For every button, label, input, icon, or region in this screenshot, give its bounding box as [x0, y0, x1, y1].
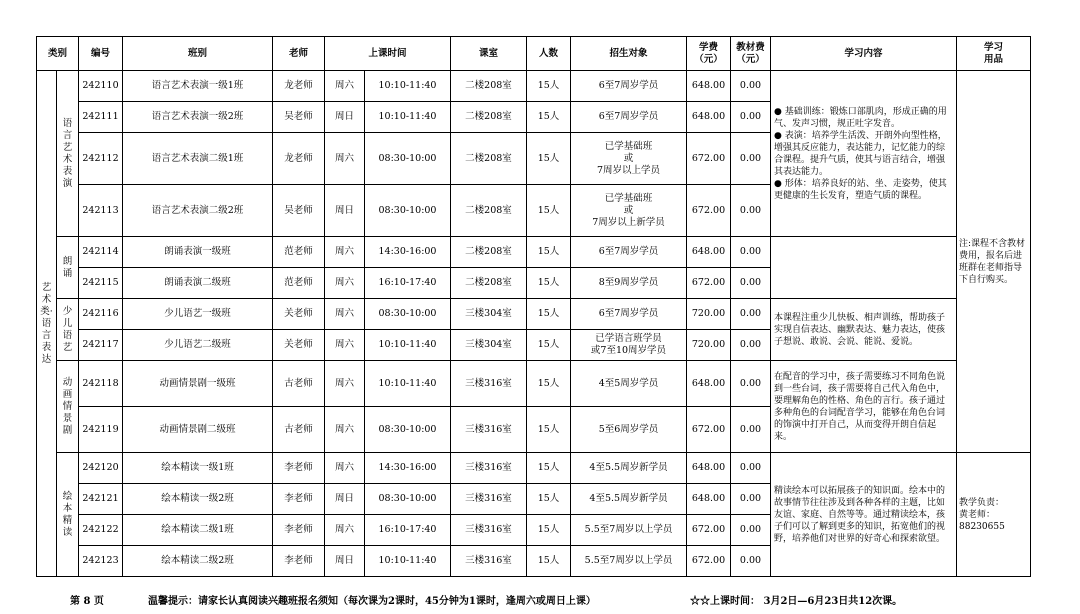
tuition-fee: 672.00	[687, 515, 731, 546]
target-students: 6至7周岁学员	[571, 299, 687, 330]
material-fee: 0.00	[731, 268, 771, 299]
table-row	[37, 237, 1031, 268]
classroom: 三楼316室	[451, 484, 527, 515]
material-fee: 0.00	[731, 330, 771, 361]
class-time: 08:30-10:00	[365, 484, 451, 515]
student-count: 15人	[527, 484, 571, 515]
class-time: 16:10-17:40	[365, 268, 451, 299]
class-time: 14:30-16:00	[365, 237, 451, 268]
teacher: 古老师	[273, 361, 325, 407]
class-time: 10:10-11:40	[365, 330, 451, 361]
student-count: 15人	[527, 546, 571, 577]
learning-content: 本课程注重少儿快板、相声训练，帮助孩子实现自信表达、幽默表达、魅力表达，使孩子想说、敢说、会说、能说、爱说。	[771, 299, 957, 361]
class-name: 语言艺术表演二级1班	[123, 133, 273, 185]
target-students: 5.5至7周岁以上学员	[571, 546, 687, 577]
header-category: 类别	[37, 37, 79, 71]
table-row	[37, 361, 1031, 407]
classroom: 三楼304室	[451, 299, 527, 330]
classroom: 二楼208室	[451, 268, 527, 299]
schedule-table	[36, 36, 1031, 577]
target-students: 已学基础班 或 7周岁以上新学员	[571, 185, 687, 237]
classroom: 三楼316室	[451, 361, 527, 407]
teacher: 范老师	[273, 268, 325, 299]
teacher: 吴老师	[273, 102, 325, 133]
class-time: 14:30-16:00	[365, 453, 451, 484]
class-time: 10:10-11:40	[365, 546, 451, 577]
tuition-fee: 672.00	[687, 268, 731, 299]
header-material-fee: 教材费 （元）	[731, 37, 771, 71]
student-count: 15人	[527, 268, 571, 299]
header-class: 班别	[123, 37, 273, 71]
class-time: 08:30-10:00	[365, 133, 451, 185]
tuition-fee: 672.00	[687, 185, 731, 237]
tuition-fee: 648.00	[687, 102, 731, 133]
material-fee: 0.00	[731, 133, 771, 185]
student-count: 15人	[527, 185, 571, 237]
tuition-fee: 672.00	[687, 133, 731, 185]
class-time: 08:30-10:00	[365, 185, 451, 237]
group-name: 语言艺术表演	[57, 71, 79, 237]
classroom: 三楼316室	[451, 546, 527, 577]
class-code: 242112	[79, 133, 123, 185]
teacher: 吴老师	[273, 185, 325, 237]
class-day: 周六	[325, 515, 365, 546]
classroom: 三楼316室	[451, 453, 527, 484]
table-row	[37, 299, 1031, 330]
class-day: 周六	[325, 237, 365, 268]
student-count: 15人	[527, 361, 571, 407]
teacher: 龙老师	[273, 71, 325, 102]
class-code: 242122	[79, 515, 123, 546]
footer-schedule: ☆☆上课时间： 3月2日—6月23日共12次课。	[690, 596, 903, 607]
tuition-fee: 648.00	[687, 453, 731, 484]
classroom: 三楼304室	[451, 330, 527, 361]
learning-content: ● 基础训练：锻炼口部肌肉，形成正确的用气、发声习惯，规正吐字发音。 ● 表演：培养学生活泼、开朗外向型性格，增强其反应能力，表达能力，记忆能力的综合课程。提升气质，使其与语言结合，增强其表达能力。 ● 形体：培养良好的站、坐、走姿势，使其更健康的生长发育，塑造气质的课程。	[771, 71, 957, 237]
header-supplies: 学习 用品	[957, 37, 1031, 71]
learning-content: 在配音的学习中，孩子需要练习不同角色说到一些台词，孩子需要将自己代入角色中，要理解角色的性格、角色的言行。孩子通过多种角色的台词配音学习，能够在角色台词的饰演中打开自己，从而变得开朗自信起来。	[771, 361, 957, 453]
class-day: 周日	[325, 185, 365, 237]
classroom: 三楼316室	[451, 407, 527, 453]
target-students: 5至6周岁学员	[571, 407, 687, 453]
student-count: 15人	[527, 237, 571, 268]
teacher: 李老师	[273, 546, 325, 577]
class-time: 10:10-11:40	[365, 102, 451, 133]
header-time: 上课时间	[325, 37, 451, 71]
class-name: 朗诵表演一级班	[123, 237, 273, 268]
student-count: 15人	[527, 330, 571, 361]
header-fee: 学费 （元）	[687, 37, 731, 71]
class-name: 少儿语艺二级班	[123, 330, 273, 361]
tuition-fee: 672.00	[687, 546, 731, 577]
material-fee: 0.00	[731, 71, 771, 102]
student-count: 15人	[527, 407, 571, 453]
group-name: 绘本精读	[57, 453, 79, 577]
classroom: 二楼208室	[451, 133, 527, 185]
target-students: 已学语言班学员 或7至10周岁学员	[571, 330, 687, 361]
header-content: 学习内容	[771, 37, 957, 71]
material-fee: 0.00	[731, 237, 771, 268]
class-code: 242120	[79, 453, 123, 484]
class-day: 周六	[325, 268, 365, 299]
class-time: 10:10-11:40	[365, 361, 451, 407]
tuition-fee: 672.00	[687, 407, 731, 453]
teacher: 关老师	[273, 330, 325, 361]
class-time: 08:30-10:00	[365, 299, 451, 330]
class-name: 少儿语艺一级班	[123, 299, 273, 330]
class-code: 242118	[79, 361, 123, 407]
class-name: 绘本精读二级2班	[123, 546, 273, 577]
classroom: 二楼208室	[451, 71, 527, 102]
class-day: 周六	[325, 71, 365, 102]
teacher: 范老师	[273, 237, 325, 268]
class-name: 朗诵表演二级班	[123, 268, 273, 299]
footer-notice: 温馨提示：请家长认真阅读兴趣班报名须知（每次课为2课时，45分钟为1课时，逢周六或周日上课）	[148, 596, 596, 607]
student-count: 15人	[527, 71, 571, 102]
teacher: 龙老师	[273, 133, 325, 185]
group-name: 动画情景剧	[57, 361, 79, 453]
class-name: 动画情景剧二级班	[123, 407, 273, 453]
teacher: 关老师	[273, 299, 325, 330]
class-name: 绘本精读一级1班	[123, 453, 273, 484]
teacher: 古老师	[273, 407, 325, 453]
class-name: 语言艺术表演一级2班	[123, 102, 273, 133]
classroom: 二楼208室	[451, 102, 527, 133]
tuition-fee: 648.00	[687, 484, 731, 515]
tuition-fee: 648.00	[687, 237, 731, 268]
teacher: 李老师	[273, 515, 325, 546]
class-code: 242121	[79, 484, 123, 515]
tuition-fee: 720.00	[687, 299, 731, 330]
class-time: 10:10-11:40	[365, 71, 451, 102]
class-code: 242114	[79, 237, 123, 268]
target-students: 6至7周岁学员	[571, 102, 687, 133]
target-students: 4至5.5周岁新学员	[571, 484, 687, 515]
group-name: 少儿语艺	[57, 299, 79, 361]
material-fee: 0.00	[731, 453, 771, 484]
class-name: 语言艺术表演二级2班	[123, 185, 273, 237]
material-fee: 0.00	[731, 484, 771, 515]
header-count: 人数	[527, 37, 571, 71]
header-teacher: 老师	[273, 37, 325, 71]
student-count: 15人	[527, 299, 571, 330]
class-day: 周日	[325, 546, 365, 577]
class-name: 语言艺术表演一级1班	[123, 71, 273, 102]
header-code: 编号	[79, 37, 123, 71]
material-fee: 0.00	[731, 546, 771, 577]
class-time: 08:30-10:00	[365, 407, 451, 453]
material-fee: 0.00	[731, 407, 771, 453]
learning-content	[771, 237, 957, 299]
material-fee: 0.00	[731, 102, 771, 133]
classroom: 三楼316室	[451, 515, 527, 546]
class-code: 242113	[79, 185, 123, 237]
class-code: 242115	[79, 268, 123, 299]
material-fee: 0.00	[731, 185, 771, 237]
header-target: 招生对象	[571, 37, 687, 71]
main-category: 艺术类·语言表达	[37, 71, 57, 577]
group-name: 朗诵	[57, 237, 79, 299]
target-students: 6至7周岁学员	[571, 237, 687, 268]
material-fee: 0.00	[731, 361, 771, 407]
tuition-fee: 648.00	[687, 71, 731, 102]
class-day: 周六	[325, 133, 365, 185]
table-row	[37, 71, 1031, 102]
class-code: 242116	[79, 299, 123, 330]
class-day: 周六	[325, 361, 365, 407]
class-name: 绘本精读二级1班	[123, 515, 273, 546]
student-count: 15人	[527, 515, 571, 546]
class-day: 周六	[325, 453, 365, 484]
student-count: 15人	[527, 102, 571, 133]
class-code: 242117	[79, 330, 123, 361]
supplies-contact: 教学负责： 黄老师： 88230655	[957, 453, 1031, 577]
target-students: 4至5.5周岁新学员	[571, 453, 687, 484]
class-day: 周六	[325, 407, 365, 453]
classroom: 二楼208室	[451, 237, 527, 268]
tuition-fee: 720.00	[687, 330, 731, 361]
learning-content: 精读绘本可以拓展孩子的知识面。绘本中的故事情节往往涉及到各种各样的主题，比如友谊、家庭、自然等等。通过精读绘本，孩子们可以了解到更多的知识，拓宽他们的视野，培养他们对世界的好奇心和探索欲望。	[771, 453, 957, 577]
material-fee: 0.00	[731, 515, 771, 546]
target-students: 已学基础班 或 7周岁以上学员	[571, 133, 687, 185]
target-students: 5.5至7周岁以上学员	[571, 515, 687, 546]
student-count: 15人	[527, 453, 571, 484]
class-name: 绘本精读一级2班	[123, 484, 273, 515]
class-day: 周日	[325, 484, 365, 515]
class-day: 周六	[325, 299, 365, 330]
teacher: 李老师	[273, 453, 325, 484]
class-day: 周日	[325, 102, 365, 133]
student-count: 15人	[527, 133, 571, 185]
class-code: 242119	[79, 407, 123, 453]
material-fee: 0.00	[731, 299, 771, 330]
class-code: 242111	[79, 102, 123, 133]
teacher: 李老师	[273, 484, 325, 515]
class-day: 周六	[325, 330, 365, 361]
class-time: 16:10-17:40	[365, 515, 451, 546]
target-students: 4至5周岁学员	[571, 361, 687, 407]
page-number: 第 8 页	[70, 596, 104, 607]
target-students: 8至9周岁学员	[571, 268, 687, 299]
table-row	[37, 453, 1031, 484]
class-code: 242123	[79, 546, 123, 577]
header-row	[37, 37, 1031, 71]
target-students: 6至7周岁学员	[571, 71, 687, 102]
classroom: 二楼208室	[451, 185, 527, 237]
tuition-fee: 648.00	[687, 361, 731, 407]
class-code: 242110	[79, 71, 123, 102]
class-name: 动画情景剧一级班	[123, 361, 273, 407]
header-room: 课室	[451, 37, 527, 71]
supplies-note: 注:课程不含教材费用，报名后进班群在老师指导下自行购买。	[957, 71, 1031, 453]
